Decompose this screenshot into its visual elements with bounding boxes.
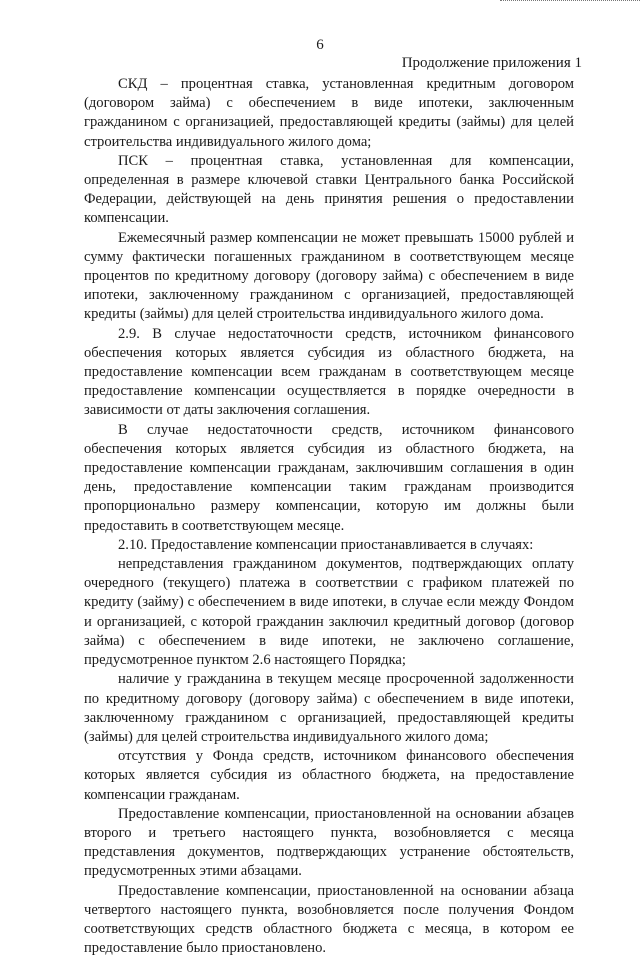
paragraph-2-10-case-documents: непредставления гражданином документов, подтверждающих оплату очередного (текущего) платежа в соответствии с графиком платежей по кредиту (займу) с обеспечением в виде ипотеки, в случае если между Фондом и организацией, с которой гражданин заключил кредитный договор (договор займа) с обеспечением в виде ипотеки, не заключено соглашение, предусмотренное пунктом 2.6 настоящего Порядка;: [84, 556, 574, 669]
paragraph-resume-funds: Предоставление компенсации, приостановленной на основании абзаца четвертого настоящего пункта, возобновляется после получения Фондом соответствующих средств областного бюджета с месяца, в котором ее предоставление было приостановлено.: [84, 882, 574, 957]
paragraph-resume-documents: Предоставление компенсации, приостановленной на основании абзацев второго и третьего настоящего пункта, возобновляется с месяца представления документов, подтверждающих устранение обстоятельств, предусмотренных этими абзацами.: [84, 805, 574, 880]
paragraph-monthly-limit: Ежемесячный размер компенсации не может превышать 15000 рублей и сумму фактически погашенных гражданином в соответствующем месяце процентов по кредитному договору (договору займа) с обеспечением в виде ипотеки, заключенному гражданином с организацией, предоставляющей кредиты (займы) для целей строительства индивидуального жилого дома.: [84, 229, 574, 323]
paragraph-skd-definition: СКД – процентная ставка, установленная кредитным договором (договором займа) с обеспечением в виде ипотеки, заключенным гражданином с организацией, предоставляющей кредиты (займы) для целей строительства индивидуального жилого дома;: [84, 76, 574, 150]
document-body: [84, 75, 574, 958]
paragraph-2-9: 2.9. В случае недостаточности средств, источником финансового обеспечения которых является субсидия из областного бюджета, на предоставление компенсации всем гражданам в соответствующем месяце предоставление компенсации осуществляется в порядке очередности в зависимости от даты заключения соглашения.: [84, 325, 574, 419]
paragraph-2-10-case-no-funds: отсутствия у Фонда средств, источником финансового обеспечения которых является субсидия из областного бюджета, на предоставление компенсации гражданам.: [84, 748, 574, 803]
paragraph-2-10-case-overdue: наличие у гражданина в текущем месяце просроченной задолженности по кредитному договору (договору займа) с обеспечением в виде ипотеки, заключенному гражданином с организацией, предоставляющей кредиты (займы) для целей строительства индивидуального жилого дома;: [84, 671, 574, 745]
paragraph-2-10: 2.10. Предоставление компенсации приостанавливается в случаях:: [118, 536, 534, 553]
paragraph-2-9-proportional: В случае недостаточности средств, источником финансового обеспечения которых является субсидия из областного бюджета, на предоставление компенсации гражданам, заключившим соглашения в один день, предоставление компенсации таким гражданам производится пропорционально размеру компенсации, которую им должны были предоставить в соответствующем месяце.: [84, 421, 574, 534]
paragraph-psk-definition: ПСК – процентная ставка, установленная для компенсации, определенная в размере ключевой ставки Центрального банка Российской Федерации, действующей на день принятия решения о предоставлении компенсации.: [84, 152, 574, 227]
scan-edge-mark: [500, 0, 640, 3]
appendix-continuation-label: Продолжение приложения 1: [401, 55, 582, 71]
page-number: 6: [316, 37, 324, 53]
